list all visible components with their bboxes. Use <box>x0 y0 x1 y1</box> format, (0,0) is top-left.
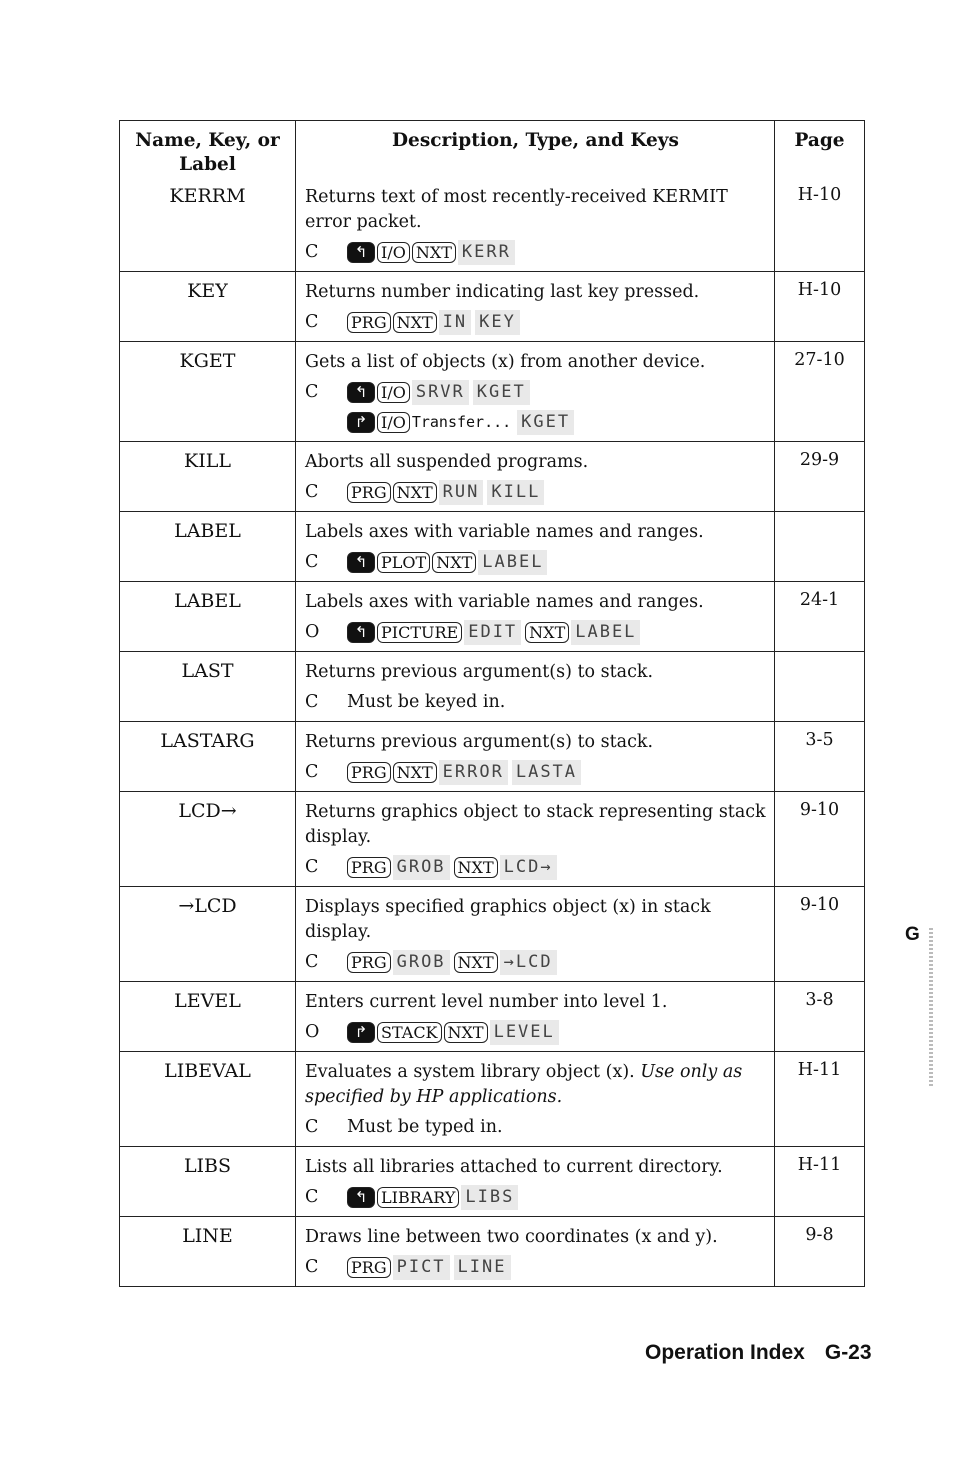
table-body <box>120 177 864 1286</box>
page-reference: 27-10 <box>794 350 845 370</box>
table-row <box>120 1146 864 1216</box>
footer-page-number: G-23 <box>824 1341 872 1364</box>
operation-name: LEVEL <box>174 990 241 1012</box>
description-text: Draws line between two coordinates (x and y). <box>305 1227 718 1247</box>
operation-type: C <box>305 312 319 332</box>
menu-label: LEVEL <box>490 1020 559 1045</box>
menu-label: LIBS <box>461 1185 518 1210</box>
keycap: NXT <box>393 762 437 783</box>
type-note: Must be typed in. <box>347 1117 503 1137</box>
right-shift-key-icon: ↱ <box>347 1022 375 1043</box>
operation-description <box>295 652 775 721</box>
operation-description <box>295 722 775 791</box>
operation-type: C <box>305 482 319 502</box>
menu-label: PICT <box>393 1255 450 1280</box>
page-reference: 24-1 <box>799 590 840 610</box>
operation-name: LAST <box>181 660 234 682</box>
description-text: Lists all libraries attached to current directory. <box>305 1157 723 1177</box>
description-text: Labels axes with variable names and ranges. <box>305 592 704 612</box>
description-text: Returns number indicating last key pressed. <box>305 282 700 302</box>
page-reference: H-10 <box>797 185 842 205</box>
footer-title: Operation Index <box>645 1341 805 1364</box>
table-row <box>120 581 864 651</box>
page-reference: 3-5 <box>805 730 834 750</box>
operation-description <box>295 582 775 651</box>
operation-type: O <box>305 1022 320 1042</box>
operation-description <box>295 982 775 1051</box>
description-note: Use only as specified by HP applications. <box>305 1062 743 1107</box>
keycap: PLOT <box>377 552 430 573</box>
page-reference: 3-8 <box>805 990 834 1010</box>
menu-label: IN <box>439 310 471 335</box>
menu-label: GROB <box>393 855 450 880</box>
operation-name: LIBS <box>183 1155 232 1177</box>
operation-type: C <box>305 382 319 402</box>
operation-type: C <box>305 1117 319 1137</box>
operation-description <box>295 177 775 271</box>
keycap: NXT <box>432 552 476 573</box>
left-shift-key-icon: ↰ <box>347 242 375 263</box>
operation-type: C <box>305 857 319 877</box>
right-shift-key-icon: ↱ <box>347 412 375 433</box>
key-sequence <box>305 550 766 575</box>
type-note: Must be keyed in. <box>347 692 506 712</box>
description-text: Evaluates a system library object (x). <box>305 1062 635 1082</box>
keycap: I/O <box>377 242 410 263</box>
description-text: Returns previous argument(s) to stack. <box>305 732 654 752</box>
keycap: STACK <box>377 1022 442 1043</box>
keycap: NXT <box>454 952 498 973</box>
menu-label: RUN <box>439 480 484 505</box>
key-sequence <box>305 1185 766 1210</box>
operation-name: KGET <box>179 350 236 372</box>
page-reference <box>775 652 864 721</box>
menu-label: KEY <box>475 310 520 335</box>
key-sequence <box>305 950 766 975</box>
keycap: NXT <box>393 482 437 503</box>
description-text: Labels axes with variable names and ranges. <box>305 522 704 542</box>
operation-description <box>295 1217 775 1286</box>
operation-type: C <box>305 762 319 782</box>
page-reference <box>775 512 864 581</box>
operation-description <box>295 1147 775 1216</box>
menu-label: →LCD <box>500 950 557 975</box>
key-sequence <box>305 410 766 435</box>
operation-type: C <box>305 242 319 262</box>
key-sequence <box>305 1020 766 1045</box>
operation-name: LASTARG <box>160 730 255 752</box>
menu-label: EDIT <box>464 620 521 645</box>
operation-name: KERRM <box>169 185 246 207</box>
keycap: NXT <box>393 312 437 333</box>
keycap: I/O <box>377 412 410 433</box>
key-sequence <box>305 380 766 405</box>
operation-name: LCD→ <box>178 800 237 822</box>
table-row <box>120 177 864 271</box>
menu-label: LINE <box>454 1255 511 1280</box>
menu-label: KILL <box>487 480 544 505</box>
menu-label: LCD→ <box>500 855 557 880</box>
key-sequence <box>305 855 766 880</box>
description-text: Displays specified graphics object (x) in stack display. <box>305 897 711 942</box>
operation-description <box>295 887 775 981</box>
table-row <box>120 791 864 886</box>
page-reference: H-11 <box>797 1060 842 1080</box>
operation-name: LIBEVAL <box>164 1060 251 1082</box>
keycap: PRG <box>347 312 391 333</box>
menu-label: GROB <box>393 950 450 975</box>
keycap: PRG <box>347 482 391 503</box>
operation-type: C <box>305 1257 319 1277</box>
left-shift-key-icon: ↰ <box>347 1187 375 1208</box>
table-row <box>120 511 864 581</box>
table-row <box>120 1216 864 1286</box>
operation-description <box>295 442 775 511</box>
description-text: Returns text of most recently-received KERMIT error packet. <box>305 187 728 232</box>
keycap: PICTURE <box>377 622 462 643</box>
operation-name: LABEL <box>174 590 241 612</box>
operation-name: LABEL <box>174 520 241 542</box>
description-text: Gets a list of objects (x) from another device. <box>305 352 706 372</box>
operation-description <box>295 512 775 581</box>
menu-label: ERROR <box>439 760 508 785</box>
table-row <box>120 886 864 981</box>
key-sequence <box>305 480 766 505</box>
table-row <box>120 651 864 721</box>
keycap: NXT <box>454 857 498 878</box>
keycap: PRG <box>347 1257 391 1278</box>
menu-label: KGET <box>473 380 530 405</box>
header-page: Page <box>794 130 845 151</box>
table-row <box>120 1051 864 1146</box>
menu-label: SRVR <box>412 380 469 405</box>
operation-name: KEY <box>187 280 228 302</box>
operation-name: →LCD <box>178 895 237 917</box>
operation-description <box>295 342 775 441</box>
description-text: Aborts all suspended programs. <box>305 452 589 472</box>
table-row <box>120 441 864 511</box>
keycap: I/O <box>377 382 410 403</box>
key-sequence <box>305 310 766 335</box>
description-text: Returns previous argument(s) to stack. <box>305 662 654 682</box>
operation-type: O <box>305 622 320 642</box>
table-row <box>120 271 864 341</box>
key-sequence <box>305 690 766 715</box>
page-reference: 9-10 <box>799 895 840 915</box>
left-shift-key-icon: ↰ <box>347 622 375 643</box>
menu-label: LABEL <box>571 620 640 645</box>
table-row <box>120 341 864 441</box>
header-name: Name, Key, or Label <box>135 130 280 175</box>
menu-label: KERR <box>458 240 515 265</box>
key-sequence <box>305 620 766 645</box>
operation-type: C <box>305 1187 319 1207</box>
key-sequence <box>305 1115 766 1140</box>
page-reference: H-10 <box>797 280 842 300</box>
section-tab: G <box>905 924 920 945</box>
keycap: PRG <box>347 857 391 878</box>
operation-name: LINE <box>182 1225 233 1247</box>
table-row <box>120 981 864 1051</box>
operation-type: C <box>305 692 319 712</box>
operation-index-table <box>119 120 865 1287</box>
section-tab-marker <box>929 928 933 1088</box>
keycap: PRG <box>347 952 391 973</box>
menu-label: LABEL <box>478 550 547 575</box>
left-shift-key-icon: ↰ <box>347 552 375 573</box>
operation-name: KILL <box>184 450 231 472</box>
operation-description <box>295 792 775 886</box>
key-sequence <box>305 1255 766 1280</box>
menu-label: LASTA <box>512 760 581 785</box>
operation-type: C <box>305 952 319 972</box>
table-row <box>120 721 864 791</box>
keycap: NXT <box>525 622 569 643</box>
page-reference: 9-8 <box>805 1225 834 1245</box>
keycap: LIBRARY <box>377 1187 459 1208</box>
page-reference: 9-10 <box>799 800 840 820</box>
page-reference: 29-9 <box>799 450 840 470</box>
operation-type: C <box>305 552 319 572</box>
description-text: Returns graphics object to stack representing stack display. <box>305 802 766 847</box>
menu-label: KGET <box>517 410 574 435</box>
key-sequence <box>305 760 766 785</box>
header-desc: Description, Type, and Keys <box>295 121 775 177</box>
left-shift-key-icon: ↰ <box>347 382 375 403</box>
key-sequence <box>305 240 766 265</box>
choose-item: Transfer... <box>411 413 512 431</box>
operation-description <box>295 1052 775 1146</box>
operation-description <box>295 272 775 341</box>
page-reference: H-11 <box>797 1155 842 1175</box>
page-footer <box>645 1341 872 1365</box>
keycap: NXT <box>412 242 456 263</box>
description-text: Enters current level number into level 1. <box>305 992 668 1012</box>
keycap: NXT <box>444 1022 488 1043</box>
table-header <box>120 121 864 177</box>
keycap: PRG <box>347 762 391 783</box>
